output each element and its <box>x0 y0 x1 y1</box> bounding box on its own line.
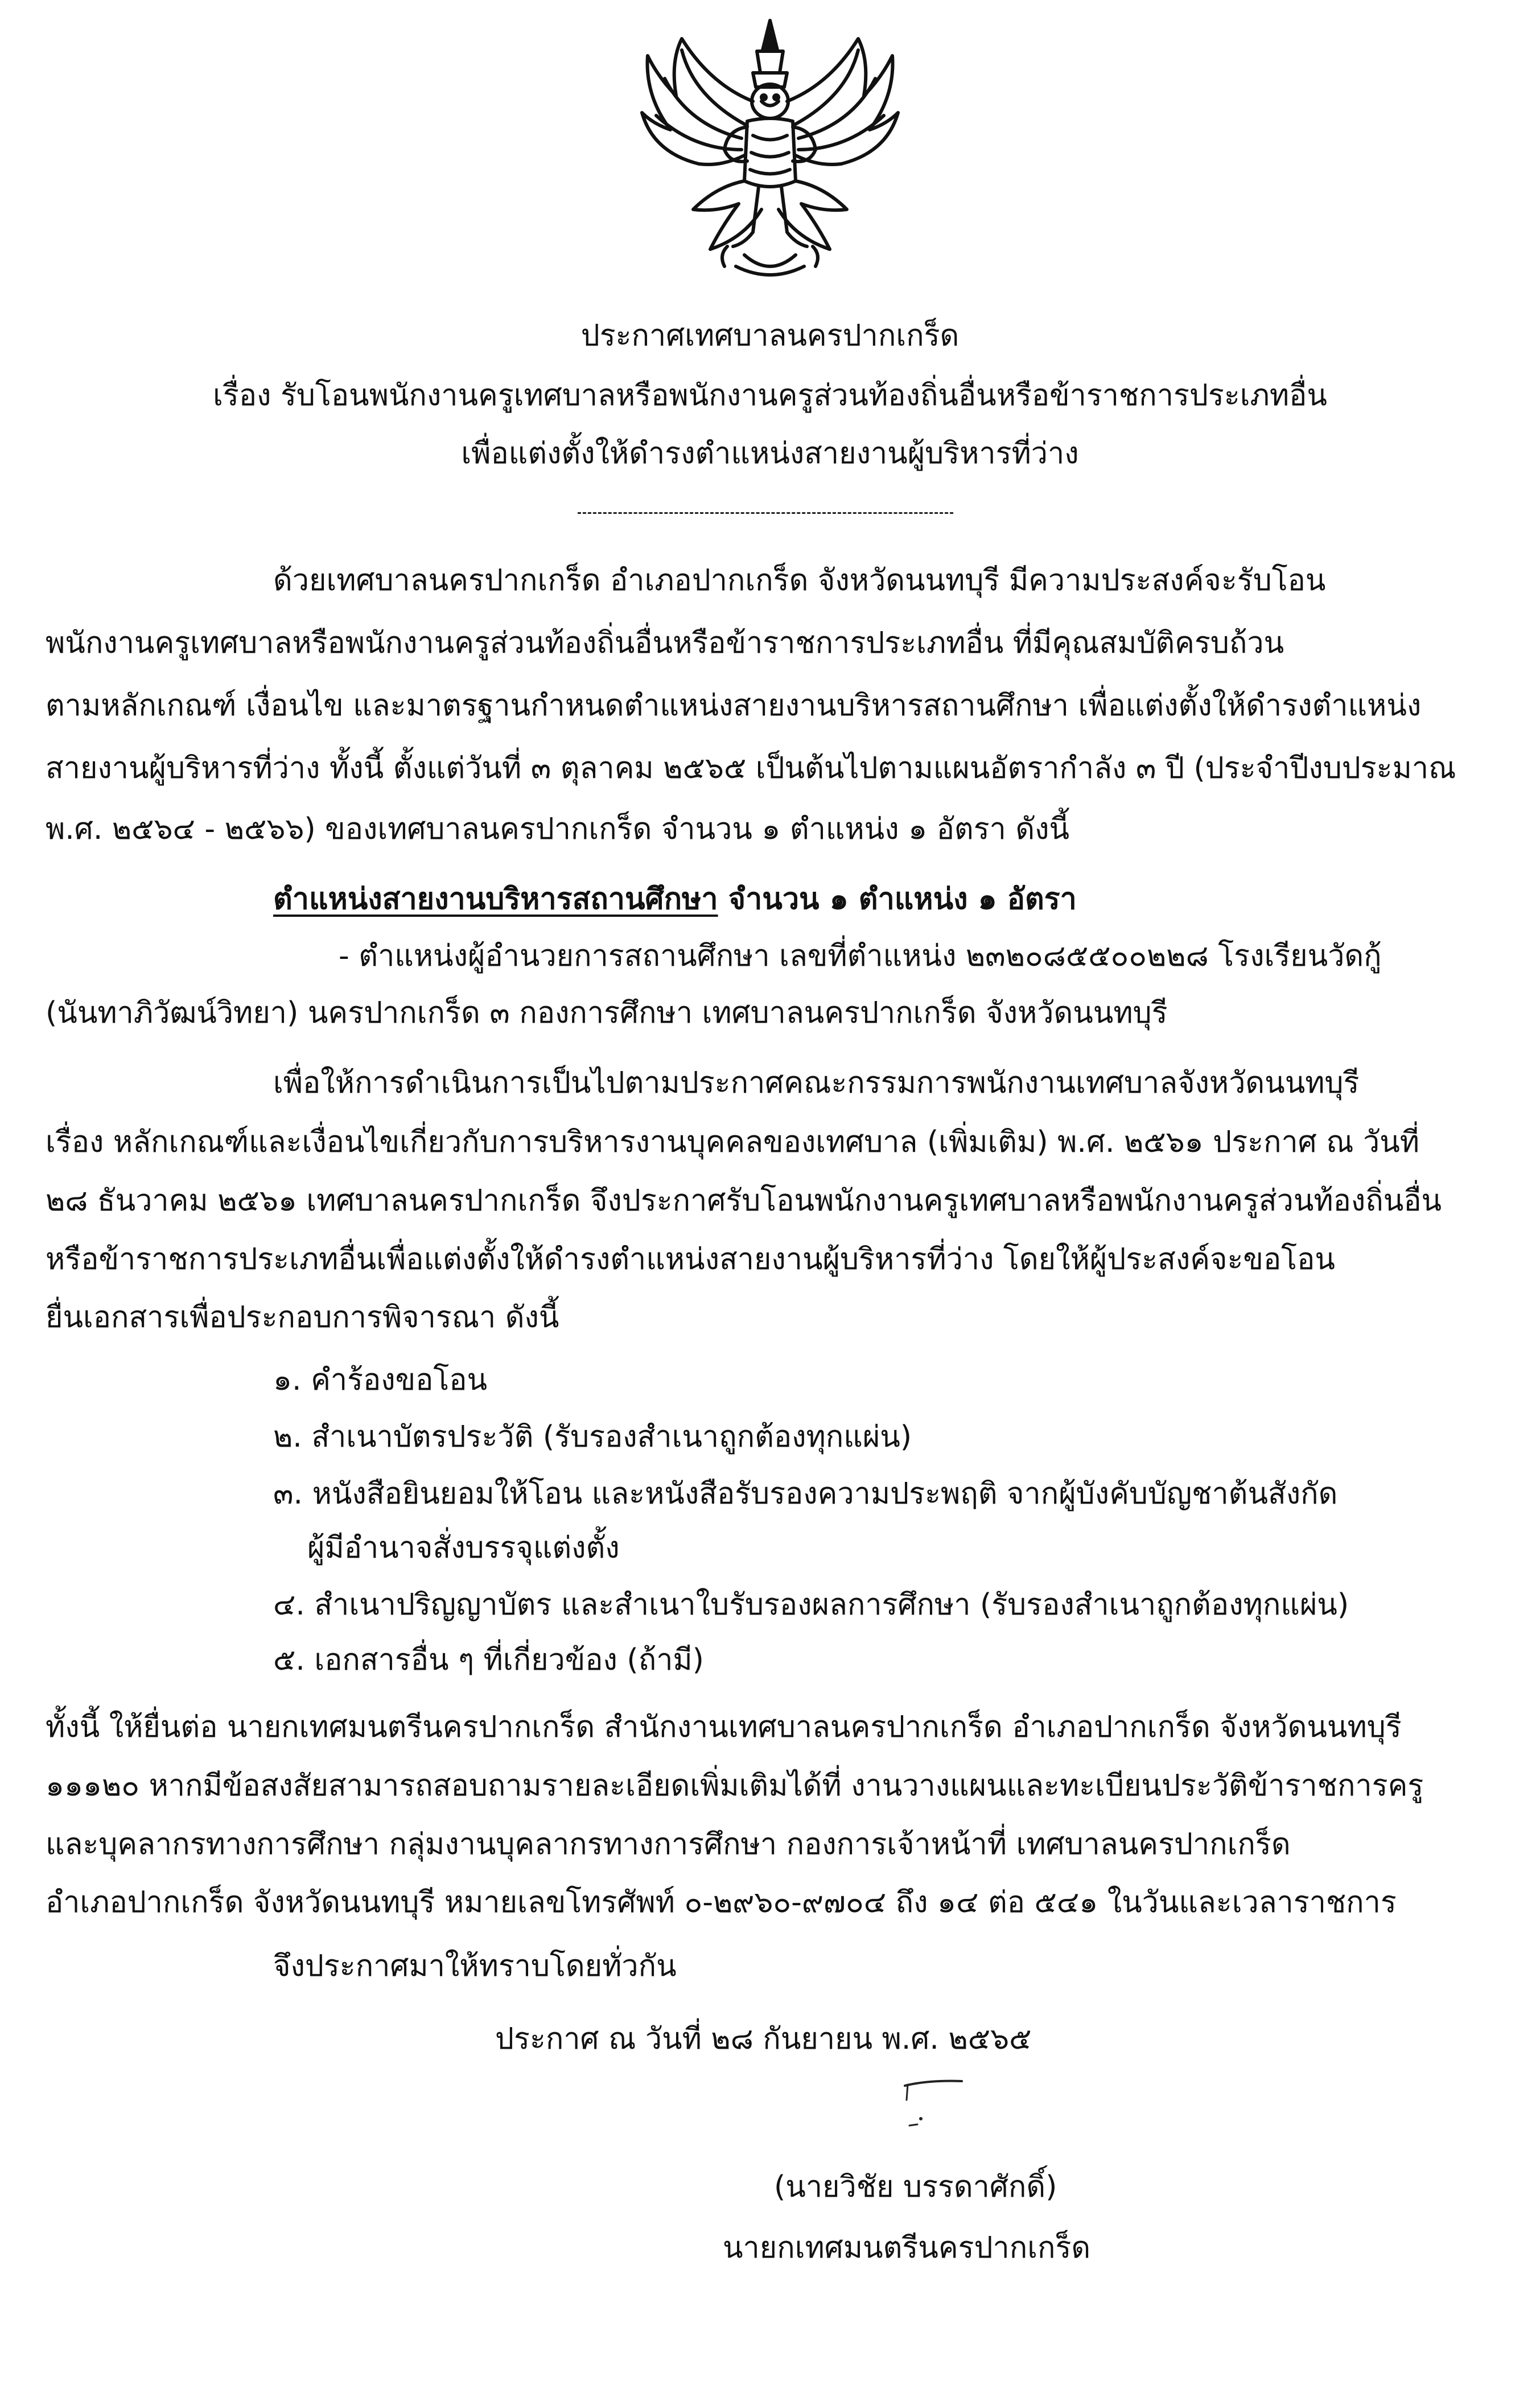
submission-line: และบุคลากรทางการศึกษา กลุ่มงานบุคลากรทางการศึกษา กองการเจ้าหน้าที่ เทศบาลนครปากเกร็ด <box>46 1827 1291 1861</box>
purpose-line: เรื่อง หลักเกณฑ์และเงื่อนไขเกี่ยวกับการบริหารงานบุคคลของเทศบาล (เพิ่มเติม) พ.ศ. ๒๕๖๑ ประกาศ ณ วันที่ <box>46 1125 1420 1159</box>
document-item-continued: ผู้มีอำนาจสั่งบรรจุแต่งตั้ง <box>307 1531 620 1565</box>
announcement-subject-continued: เพื่อแต่งตั้งให้ดำรงตำแหน่งสายงานผู้บริหารที่ว่าง <box>461 436 1079 471</box>
submission-line: อำเภอปากเกร็ด จังหวัดนนทบุรี หมายเลขโทรศัพท์ ๐-๒๙๖๐-๙๗๐๔ ถึง ๑๔ ต่อ ๕๔๑ ในวันและเวลาราชการ <box>46 1885 1397 1920</box>
announcement-subject: เรื่อง รับโอนพนักงานครูเทศบาลหรือพนักงานครูส่วนท้องถิ่นอื่นหรือข้าราชการประเภทอื่น <box>213 378 1327 413</box>
closing-statement: จึงประกาศมาให้ทราบโดยทั่วกัน <box>273 1949 677 1983</box>
submission-line: ทั้งนี้ ให้ยื่นต่อ นายกเทศมนตรีนครปากเกร็ด สำนักงานเทศบาลนครปากเกร็ด อำเภอปากเกร็ด จังหวัดนนทบุรี <box>46 1710 1402 1744</box>
document-item: ๔. สำเนาปริญญาบัตร และสำเนาใบรับรองผลการศึกษา (รับรองสำเนาถูกต้องทุกแผ่น) <box>273 1588 1349 1622</box>
position-heading: ตำแหน่งสายงานบริหารสถานศึกษา <box>273 882 718 916</box>
document-item: ๒. สำเนาบัตรประวัติ (รับรองสำเนาถูกต้องทุกแผ่น) <box>273 1420 912 1454</box>
submission-line: ๑๑๑๒๐ หากมีข้อสงสัยสามารถสอบถามรายละเอียดเพิ่มเติมได้ที่ งานวางแผนและทะเบียนประวัติข้าราชการครู <box>46 1769 1424 1803</box>
purpose-line: ๒๘ ธันวาคม ๒๕๖๑ เทศบาลนครปากเกร็ด จึงประกาศรับโอนพนักงานครูเทศบาลหรือพนักงานครูส่วนท้องถิ่นอื่น <box>46 1184 1442 1218</box>
document-item: ๑. คำร้องขอโอน <box>273 1363 488 1397</box>
position-heading-line <box>273 879 1077 919</box>
position-count: จำนวน ๑ ตำแหน่ง ๑ อัตรา <box>718 882 1077 916</box>
signer-title: นายกเทศมนตรีนครปากเกร็ด <box>723 2231 1091 2265</box>
signature-mark <box>888 2074 973 2137</box>
purpose-line: เพื่อให้การดำเนินการเป็นไปตามประกาศคณะกรรมการพนักงานเทศบาลจังหวัดนนทบุรี <box>273 1066 1360 1100</box>
signer-name: (นายวิชัย บรรดาศักดิ์) <box>774 2170 1057 2204</box>
intro-line: พ.ศ. ๒๕๖๔ - ๒๕๖๖) ของเทศบาลนครปากเกร็ด จำนวน ๑ ตำแหน่ง ๑ อัตรา ดังนี้ <box>46 812 1070 846</box>
intro-line: ด้วยเทศบาลนครปากเกร็ด อำเภอปากเกร็ด จังหวัดนนทบุรี มีความประสงค์จะรับโอน <box>273 563 1326 598</box>
header-separator <box>578 512 953 514</box>
intro-line: ตามหลักเกณฑ์ เงื่อนไข และมาตรฐานกำหนดตำแหน่งสายงานบริหารสถานศึกษา เพื่อแต่งตั้งให้ดำรงตำแหน่ง <box>46 689 1422 723</box>
garuda-emblem-icon <box>631 16 909 283</box>
purpose-line: ยื่นเอกสารเพื่อประกอบการพิจารณา ดังนี้ <box>46 1300 559 1335</box>
intro-line: สายงานผู้บริหารที่ว่าง ทั้งนี้ ตั้งแต่วันที่ ๓ ตุลาคม ๒๕๖๕ เป็นต้นไปตามแผนอัตรากำลัง ๓ ปี (ประจำปีงบประมาณ <box>46 751 1456 785</box>
intro-line: พนักงานครูเทศบาลหรือพนักงานครูส่วนท้องถิ่นอื่นหรือข้าราชการประเภทอื่น ที่มีคุณสมบัติครบถ้วน <box>46 626 1284 660</box>
announcement-date: ประกาศ ณ วันที่ ๒๘ กันยายน พ.ศ. ๒๕๖๕ <box>495 2022 1032 2056</box>
document-item: ๕. เอกสารอื่น ๆ ที่เกี่ยวข้อง (ถ้ามี) <box>273 1643 704 1677</box>
announcement-title: ประกาศเทศบาลนครปากเกร็ด <box>580 319 960 353</box>
position-detail-line: - ตำแหน่งผู้อำนวยการสถานศึกษา เลขที่ตำแหน่ง ๒๓๒๐๘๕๕๐๐๒๒๘ โรงเรียนวัดกู้ <box>339 939 1382 973</box>
position-detail-line: (นันทาภิวัฒน์วิทยา) นครปากเกร็ด ๓ กองการศึกษา เทศบาลนครปากเกร็ด จังหวัดนนทบุรี <box>46 996 1168 1030</box>
purpose-line: หรือข้าราชการประเภทอื่นเพื่อแต่งตั้งให้ดำรงตำแหน่งสายงานผู้บริหารที่ว่าง โดยให้ผู้ประสงค์จะขอโอน <box>46 1242 1335 1276</box>
document-item: ๓. หนังสือยินยอมให้โอน และหนังสือรับรองความประพฤติ จากผู้บังคับบัญชาต้นสังกัด <box>273 1477 1338 1511</box>
